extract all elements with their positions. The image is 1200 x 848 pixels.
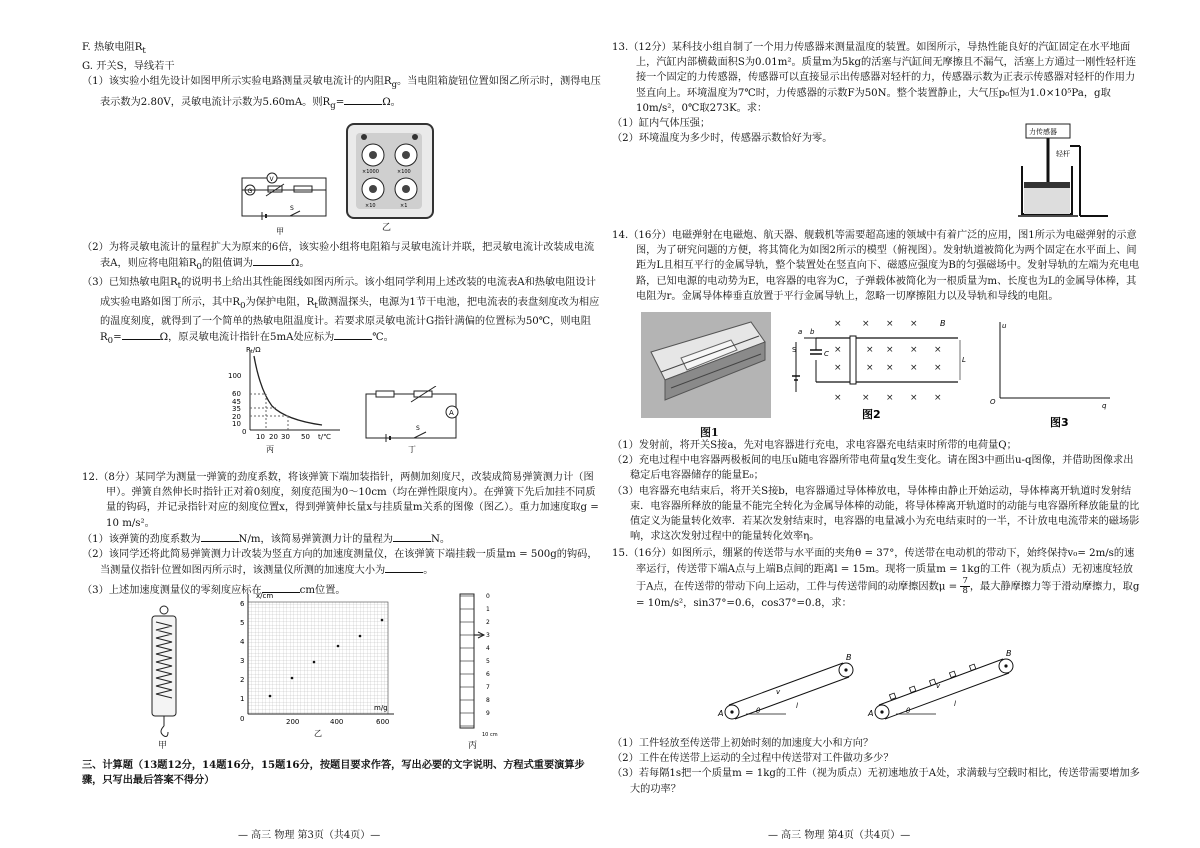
svg-text:θ: θ [756,707,761,715]
dial-1000 [362,144,384,166]
fig-yi-caption: 乙 [382,223,392,233]
conveyor-figure-2 [866,650,1032,730]
svg-text:l: l [796,702,798,710]
cylinder-figure [1018,122,1128,230]
dial-label-1: ×1 [400,203,408,209]
svg-text:0: 0 [240,715,245,723]
sensor-label: 力传感器 [1029,128,1057,136]
svg-text:8: 8 [486,697,490,704]
svg-text:×: × [886,363,894,373]
svg-text:6: 6 [240,600,245,608]
footer-left: — 高三 物理 第3页（共4页）— [238,830,381,841]
bing-y-label: Rt/Ω [246,346,261,355]
dial-label-10: ×10 [365,203,376,209]
q14-part1: （1）发射前，将开关S接a，先对电容器进行充电，求电容器充电结束时所带的电荷量Q； [612,440,1017,451]
svg-text:45: 45 [232,398,241,406]
svg-text:×: × [910,393,918,403]
svg-text:L: L [962,356,966,364]
q13-part1: （1）缸内气体压强； [612,118,711,130]
ruler-bing [456,590,504,738]
svg-text:200: 200 [286,718,300,726]
fig1-railgun-photo [641,312,771,418]
q14-part2: （2）充电过程中电容器两极板间的电压u随电容器所带电荷量q发生变化。请在图3中画出u-q图像，并借助图像求出稳定后电容器储存的能量E₀； [612,455,1134,482]
svg-text:V: V [269,176,274,183]
right-column-4 [612,736,1140,797]
section-3-heading: 三、计算题（13题12分，14题16分，15题16分，按题目要求作答，写出必要的文字说明、方程式重要演算步骤，只写出最后答案不得分） [82,759,585,787]
dial-100 [395,144,417,166]
q13-stem: 13.（12分）某科技小组自制了一个用力传感器来测量温度的装置。如图所示，导热性能良好的汽缸固定在水平地面上，汽缸内部横截面积S为0.01m²。质量m为5kg的活塞与汽缸间无摩擦且不漏气，活塞上方通过一刚性轻杆连接一个固定的力传感器，传感器可以直接显示出传感器对轻杆的力，传感器示数为正表示传感器对轻杆的作用力竖直向上。环境温度为7℃时，力传感器的示数F为50N。整个装置静止，大气压p₀恒为1.0×10⁵Pa，g取10m/s²，0℃取273K。求： [612,42,1137,114]
svg-text:20: 20 [232,413,241,421]
fig3-u-q-axes [986,318,1114,428]
svg-text:S: S [792,346,797,354]
dial-10 [362,178,384,200]
svg-text:u: u [1002,322,1007,330]
resistance-box-yi [346,123,434,219]
svg-text:B: B [846,654,852,662]
q12-part1: （1）该弹簧的劲度系数为 N/m，该简易弹簧测力计的量程为 N。 [82,531,602,547]
svg-text:O: O [990,398,996,406]
q15-part3: （3）若每隔1s把一个质量m = 1kg的工件（视为质点）无初速地放于A处，求满载与空载时相比，传送带需要增加多大的功率？ [612,768,1140,795]
rod-label: 轻杆 [1056,150,1070,158]
svg-text:60: 60 [232,390,241,398]
thermistor-graph-bing [222,346,346,456]
svg-text:C: C [824,350,829,358]
footer-right: — 高三 物理 第4页（共4页）— [768,830,911,841]
svg-text:1: 1 [240,695,245,703]
svg-text:×: × [834,393,842,403]
svg-text:×: × [834,363,842,373]
fig-ding-caption: 丁 [408,445,416,454]
fig3-caption: 图3 [1050,416,1069,428]
dial-1 [395,178,417,200]
svg-text:×: × [910,363,918,373]
svg-text:A: A [868,709,874,718]
svg-text:100: 100 [228,372,242,380]
q15-part2: （2）工件在传送带上运动的全过程中传送带对工件做功多少？ [612,753,894,765]
cap-bing: 丙 [468,741,478,751]
q14-part3: （3）电容器充电结束后，将开关S接b，电容器通过导体棒放电，导体棒由静止开始运动，导体棒离开轨道时发射结束．电容器所释放的能量不能完全转化为金属导体棒的动能，将导体棒离开轨道时的动能与电容器所释放能量的比值定义为能量转化效率．若某次发射结束时，电容器的电量减小为充电结束时的一半，不计放电电流带来的磁场影响，求这次发射过程中的能量转化效率η。 [612,485,1140,543]
q13-part2: （2）环境温度为多少时，传感器示数恰好为零。 [612,133,833,145]
svg-text:t/℃: t/℃ [318,433,331,441]
svg-text:2: 2 [486,619,490,626]
svg-text:l: l [954,700,956,708]
svg-text:×: × [866,345,874,355]
item-g: G. 开关S，导线若干 [82,61,175,73]
svg-text:0: 0 [486,593,490,600]
q12-part3: （3）上述加速度测量仪的零刻度应标在 cm位置。 [82,582,602,598]
svg-text:b: b [810,328,815,336]
svg-text:×: × [834,319,842,329]
svg-text:v: v [936,682,941,690]
svg-text:A: A [449,409,454,417]
svg-text:35: 35 [232,405,241,413]
svg-text:×: × [910,319,918,329]
svg-text:×: × [866,363,874,373]
svg-text:20: 20 [269,433,278,441]
svg-text:q: q [1102,402,1107,410]
svg-text:600: 600 [376,718,390,726]
svg-text:10: 10 [256,433,265,441]
fig2-caption: 图2 [862,408,881,420]
q11-part1: （1）该实验小组先设计如图甲所示实验电路测量灵敏电流计的内阻$R_g$。当电阻箱旋钮位置如图乙所示时，测得电压表示数为2.80V，灵敏电流计示数为5.60mA。则$R_g= \Omega$。 [82,76,601,111]
fig-jia-caption: 甲 [276,227,284,236]
q11-part2: （2）为将灵敏电流计的量程扩大为原来的6倍，该实验小组将电阻箱与灵敏电流计并联，把灵敏电流计改装成电流表A，则应将电阻箱$R_0$的阻值调为 Ω。 [82,242,595,273]
svg-text:G: G [247,188,253,195]
svg-text:×: × [934,363,942,373]
svg-text:0: 0 [242,428,247,436]
svg-text:×: × [934,345,942,355]
dial-label-1000: ×1000 [362,169,379,175]
q12-stem: 12.（8分）某同学为测量一弹簧的劲度系数，将该弹簧下端加装指针，两侧加刻度尺，改装成简易弹簧测力计（图甲）。弹簧自然伸长时指针正对着0刻度，刻度范围为0～10cm（均在弹性限度内）。在弹簧下先后加挂不同质量的钩码，并记录指针对应的刻度位置x，得到弹簧伸长量x与挂质量m关系的图像（图乙）。重力加速度取g = 10 m/s²。 [82,472,599,529]
item-f: F. 热敏电阻$R_t$ [82,42,146,57]
fig1-caption: 图1 [700,426,719,439]
cap-yi: 乙 [314,729,322,738]
left-column-2 [82,240,602,349]
svg-text:1: 1 [486,606,490,613]
svg-text:v: v [776,688,781,696]
svg-text:x/cm: x/cm [256,592,274,600]
q12-part2: （2）该同学还将此简易弹簧测力计改装为竖直方向的加速度测量仪，在该弹簧下端挂载一质量m = 500g的钩码，当测量仪指针位置如图丙所示时，该测量仪所测的加速度大小为 。 [82,549,598,577]
svg-text:a: a [798,328,803,336]
svg-text:A: A [718,709,724,718]
svg-text:7: 7 [486,684,490,691]
svg-text:θ: θ [906,707,911,715]
svg-text:400: 400 [330,718,344,726]
left-column [82,40,602,114]
svg-text:m/g: m/g [374,704,388,712]
svg-text:5: 5 [240,619,245,627]
svg-text:4: 4 [486,645,490,652]
conveyor-figure-1 [716,654,864,730]
svg-text:3: 3 [486,632,490,639]
fig-bing-caption: 丙 [266,445,274,454]
svg-text:S: S [290,205,294,212]
svg-text:B: B [1006,650,1012,658]
svg-text:B: B [940,319,946,328]
svg-text:×: × [886,345,894,355]
svg-text:6: 6 [486,671,490,678]
q11-part3: （3）已知热敏电阻$R_t$的说明书上给出其性能图线如图丙所示。该小组同学利用上述改装的电流表A和热敏电阻设计成实验电路如图丁所示，其中$R_0$为保护电阻，$R_t$做测温探头，电源为1节干电池，把电流表的表盘刻度改为相应的温度刻度，就得到了一个简单的热敏电阻温度计。若要求原灵敏电流计G指针满偏的位置标为50℃，则电阻$R_0= \Omega$，原灵敏电流计指针在5mA处应标为 ℃。 [82,277,600,347]
circuit-ding [356,386,466,454]
left-column-3 [82,470,602,599]
svg-text:4: 4 [240,638,245,646]
right-column-2 [612,228,1140,304]
svg-text:30: 30 [281,433,290,441]
svg-text:10: 10 [232,420,241,428]
svg-text:9: 9 [486,710,490,717]
svg-text:×: × [862,319,870,329]
svg-text:×: × [934,393,942,403]
dial-label-100: ×100 [397,169,411,175]
svg-text:×: × [886,393,894,403]
svg-text:2: 2 [240,676,245,684]
graph-x-m [234,590,398,738]
q15-part1: （1）工件轻放至传送带上初始时刻的加速度大小和方向？ [612,738,874,749]
cap-jia: 甲 [158,741,168,751]
q15-stem: 15.（16分）如图所示，绷紧的传送带与水平面的夹角θ = 37°，传送带在电动机的带动下，始终保持v₀= 2m/s的速率运行，传送带下端A点与上端B点间的距离l = 15m。现将一质量m = 1kg的工件（视为质点）无初速度轻放于A点，在传送带的带动下向上运动，工件与传送带间的动摩擦因数μ = $\frac{7}{8}$ ，最大静摩擦力等于滑动摩擦力，取g = 10m/s²，sin37°=0.6，cos37°=0.8，求： [612,548,1140,609]
svg-text:10 cm: 10 cm [482,732,498,738]
svg-text:S: S [416,425,420,432]
q14-stem: 14.（16分）电磁弹射在电磁炮、航天器、舰载机等需要超高速的领域中有着广泛的应用，图1所示为电磁弹射的示意图，为了研究问题的方便，将其简化为如图2所示的模型（俯视图）。发射轨道被简化为两个固定在水平面上、间距为L且相互平行的金属导轨，整个装置处在竖直向下、磁感应强度为B的匀强磁场中。发射导轨的左端为充电电路，已知电源的电动势为E，电容器的电容为C，子弹载体被简化为一根质量为m、长度也为L的金属导体棒，其电阻为r。金属导体棒垂直放置于平行金属导轨上，忽略一切摩擦阻力以及导轨和导线的电阻。 [612,230,1140,302]
spring-scale-jia [144,604,184,740]
fig2-rail-model [782,312,968,420]
circuit-jia [232,168,336,236]
svg-text:3: 3 [240,657,245,665]
svg-text:5: 5 [486,658,490,665]
svg-text:×: × [834,345,842,355]
svg-text:×: × [910,345,918,355]
right-column-3 [612,438,1140,611]
svg-text:×: × [886,319,894,329]
svg-text:×: × [862,393,870,403]
svg-text:50: 50 [301,433,310,441]
